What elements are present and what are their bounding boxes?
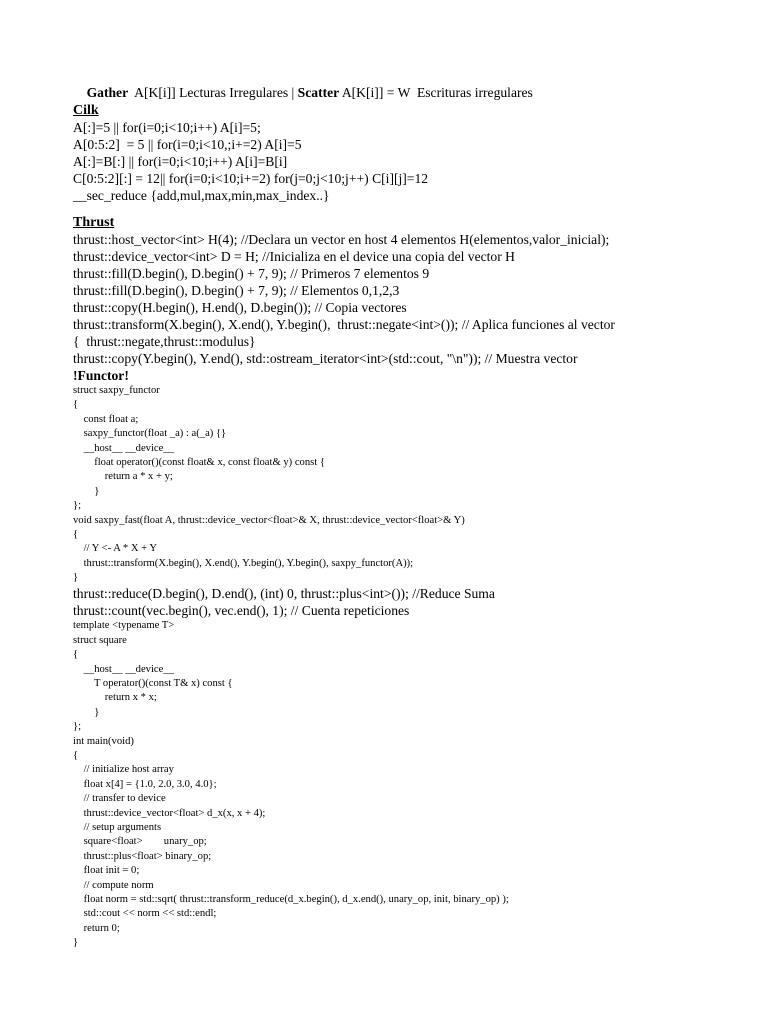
cilk-line: __sec_reduce {add,mul,max,min,max_index..} [73,188,330,203]
code-line: }; [73,721,82,733]
code-line: { [73,528,79,540]
code-line: void saxpy_fast(float A, thrust::device_vector<float>& X, thrust::device_vector<float>& Y) [73,514,465,526]
document-page [73,67,753,950]
code-line: thrust::device_vector<float> d_x(x, x + 4); [73,807,266,819]
code-line: return x * x; [73,692,157,704]
code-line: square<float> unary_op; [73,836,207,848]
thrust-line: thrust::fill(D.begin(), D.begin() + 7, 9); // Primeros 7 elementos 9 [73,266,430,281]
count-line: thrust::count(vec.begin(), vec.end(), 1); // Cuenta repeticiones [73,603,410,619]
code-line: T operator()(const T& x) const { [73,678,233,690]
code-line: float init = 0; [73,865,140,877]
code-line: } [73,706,100,718]
cilk-heading: Cilk [73,103,99,118]
code-line: return 0; [73,922,120,934]
code-line: struct square [73,634,127,646]
code-line: } [73,485,100,497]
code-line: struct saxpy_functor [73,385,160,396]
code-line: const float a; [73,413,139,425]
thrust-line: thrust::transform(X.begin(), X.end(), Y.begin(), thrust::negate<int>()); // Aplica funciones al vector [73,317,615,332]
code-line: }; [73,500,82,512]
cilk-line: C[0:5:2][:] = 12|| for(i=0;i<10;i+=2) for(j=0;j<10;j++) C[i][j]=12 [73,171,429,186]
thrust-line: thrust::host_vector<int> H(4); //Declara un vector en host 4 elementos H(elementos,valor_inicial); [73,232,610,247]
reduce-line: thrust::reduce(D.begin(), D.end(), (int) 0, thrust::plus<int>()); //Reduce Suma [73,586,495,602]
thrust-heading: Thrust [73,215,115,230]
scatter-label: Scatter [297,85,340,100]
gather-text: A[K[i]] Lecturas Irregulares | [128,85,298,100]
thrust-line: thrust::copy(Y.begin(), Y.end(), std::ostream_iterator<int>(std::cout, "\n")); // Muestra vector [73,351,578,366]
thrust-line: thrust::copy(H.begin(), H.end(), D.begin()); // Copia vectores [73,300,407,315]
thrust-line: { thrust::negate,thrust::modulus} [73,334,256,349]
code-line: __host__ __device__ [73,442,174,454]
code-line: } [73,572,79,584]
code-line: __host__ __device__ [73,663,174,675]
scatter-text: A[K[i]] = W Escrituras irregulares [339,85,533,100]
code-line: float norm = std::sqrt( thrust::transform_reduce(d_x.begin(), d_x.end(), unary_op, init, binary_op) ); [73,893,509,905]
code-line: std::cout << norm << std::endl; [73,908,217,920]
code-line: thrust::transform(X.begin(), X.end(), Y.begin(), Y.begin(), saxpy_functor(A)); [73,557,414,569]
code-line: // initialize host array [73,764,174,776]
code-line: return a * x + y; [73,471,173,483]
code-line: float x[4] = {1.0, 2.0, 3.0, 4.0}; [73,778,217,790]
code-line: // transfer to device [73,793,166,805]
code-line: float operator()(const float& x, const float& y) const { [73,456,325,468]
code-line: thrust::plus<float> binary_op; [73,850,212,862]
cilk-line: A[:]=B[:] || for(i=0;i<10;i++) A[i]=B[i] [73,154,288,169]
code-line: } [73,937,79,949]
cilk-line: A[0:5:2] = 5 || for(i=0;i<10,;i+=2) A[i]=5 [73,137,302,152]
code-line: // compute norm [73,879,154,891]
gather-scatter-line [73,67,753,100]
code-line: template <typename T> [73,620,175,632]
code-line: int main(void) [73,735,134,747]
code-line: saxpy_functor(float _a) : a(_a) {} [73,428,227,440]
code-line: { [73,399,79,411]
functor-label: !Functor! [73,368,129,383]
code-line: // setup arguments [73,821,162,833]
code-line: { [73,649,79,661]
gather-label: Gather [86,85,129,100]
thrust-line: thrust::device_vector<int> D = H; //Inicializa en el device una copia del vector H [73,249,515,264]
spacer [73,204,753,214]
thrust-line: thrust::fill(D.begin(), D.begin() + 7, 9); // Elementos 0,1,2,3 [73,283,400,298]
cilk-line: A[:]=5 || for(i=0;i<10;i++) A[i]=5; [73,120,261,135]
code-line: { [73,749,79,761]
code-line: // Y <- A * X + Y [73,543,158,555]
